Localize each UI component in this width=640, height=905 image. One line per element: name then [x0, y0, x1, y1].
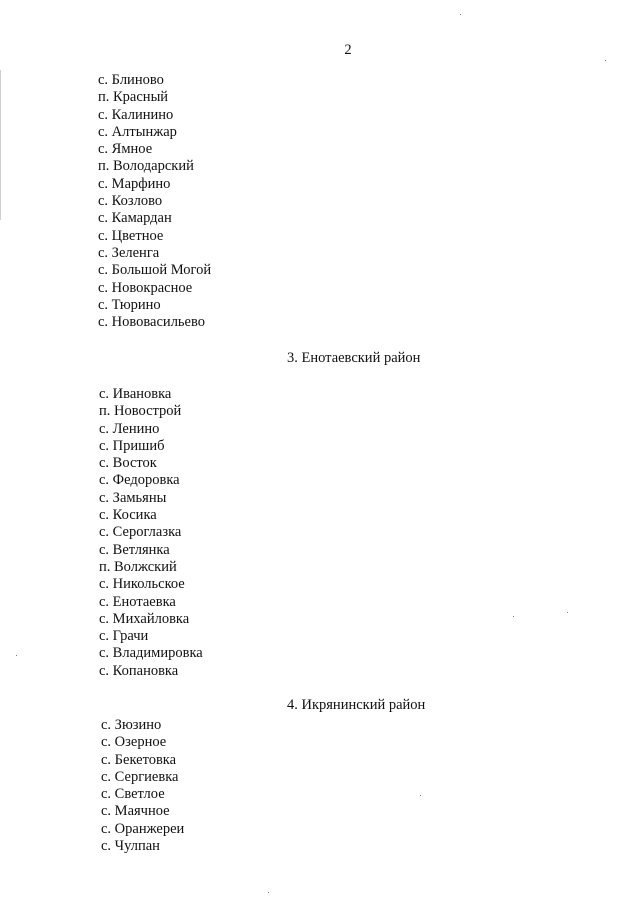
list-item: с. Блиново	[98, 72, 164, 88]
list-item: с. Оранжереи	[101, 820, 185, 837]
list-item: с. Пришиб	[99, 437, 165, 454]
list-item: с. Замьяны	[99, 489, 167, 506]
list-item: с. Камардан	[98, 210, 172, 227]
settlement-list	[101, 717, 184, 855]
list-item: с. Бекетовка	[101, 751, 177, 768]
list-item: с. Ленино	[99, 420, 160, 437]
list-item: п. Новострой	[99, 403, 182, 420]
section-heading: 4. Икрянинский район	[287, 697, 426, 713]
list-item: с. Нововасильево	[98, 314, 205, 331]
list-item: с. Сергиевка	[101, 768, 179, 785]
list-item: с. Маячное	[101, 803, 170, 820]
list-item: с. Никольское	[99, 576, 185, 593]
list-item: с. Большой Могой	[98, 262, 212, 279]
list-item: с. Грачи	[99, 628, 149, 645]
list-item: п. Володарский	[98, 158, 194, 175]
list-item: с. Озерное	[101, 734, 167, 751]
list-item: с. Зюзино	[101, 717, 162, 733]
list-item: с. Ямное	[98, 141, 153, 158]
list-item: с. Владимировка	[99, 645, 203, 662]
scan-speck	[605, 60, 606, 61]
scan-speck	[420, 795, 421, 796]
list-item: с. Федоровка	[99, 472, 180, 489]
list-item: с. Ветлянка	[99, 541, 170, 558]
settlement-list	[98, 72, 211, 331]
settlement-list	[99, 386, 203, 680]
page-number: 2	[344, 42, 352, 58]
list-item: с. Калинино	[98, 106, 174, 123]
scan-speck	[460, 14, 461, 15]
scan-speck	[16, 655, 17, 656]
list-item: с. Енотаевка	[99, 593, 176, 610]
list-item: с. Сероглазка	[99, 524, 182, 541]
list-item: с. Косика	[99, 507, 157, 524]
list-item: с. Козлово	[98, 193, 163, 210]
list-item: с. Марфино	[98, 175, 171, 192]
list-item: с. Ивановка	[99, 386, 172, 402]
list-item: с. Восток	[99, 455, 157, 472]
list-item: с. Алтынжар	[98, 123, 177, 140]
list-item: с. Михайловка	[99, 610, 190, 627]
scan-speck	[268, 892, 269, 893]
list-item: с. Копановка	[99, 662, 179, 679]
list-item: с. Светлое	[101, 786, 165, 803]
list-item: п. Красный	[98, 89, 169, 106]
list-item: с. Чулпан	[101, 838, 160, 855]
list-item: с. Новокрасное	[98, 279, 193, 296]
list-item: п. Волжский	[99, 558, 177, 575]
list-item: с. Цветное	[98, 227, 164, 244]
section-heading: 3. Енотаевский район	[287, 350, 421, 366]
scan-speck	[567, 612, 568, 613]
scan-edge-line	[0, 70, 1, 220]
list-item: с. Зеленга	[98, 244, 160, 261]
list-item: с. Тюрино	[98, 296, 161, 313]
scan-speck	[513, 616, 514, 617]
